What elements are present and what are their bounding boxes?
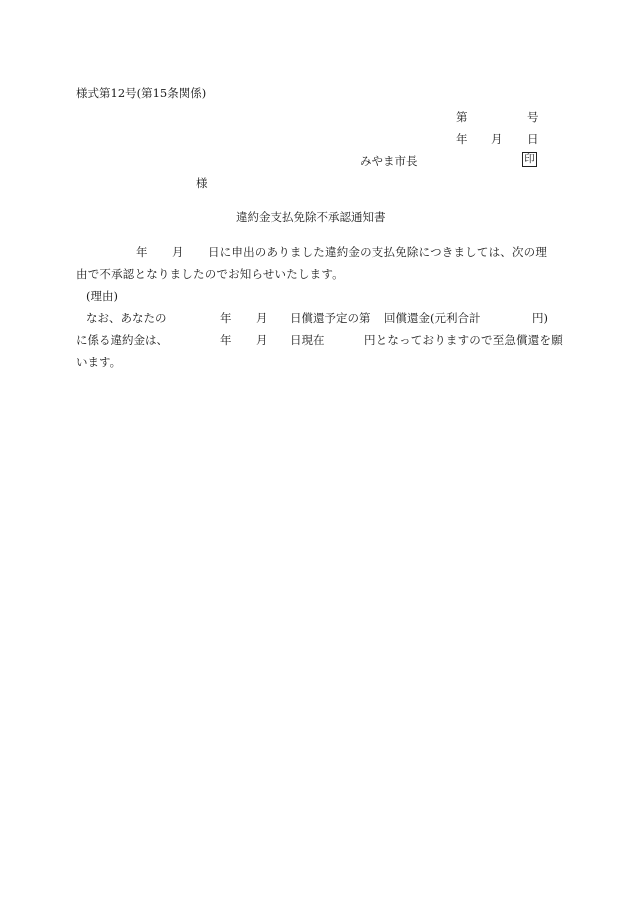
p2-line1-day-text: 日償還予定の第 xyxy=(290,311,371,325)
reason-heading: (理由) xyxy=(86,289,118,303)
p1-year-label: 年 xyxy=(136,245,148,259)
p1-line1-text: 日に申出のありました違約金の支払免除につきましては、次の理 xyxy=(208,245,548,259)
p2-line2-year: 年 xyxy=(220,333,232,347)
p2-line2-rest: 円となっておりますので至急償還を願 xyxy=(364,333,563,347)
p1-month-label: 月 xyxy=(172,245,184,259)
form-label: 様式第12号(第15条関係) xyxy=(76,86,207,100)
seal-icon: 印 xyxy=(522,152,537,167)
p2-line1-yen: 円) xyxy=(532,311,548,325)
number-prefix: 第 xyxy=(456,110,468,124)
number-suffix: 号 xyxy=(527,110,539,124)
p2-line1-month: 月 xyxy=(256,311,268,325)
p2-line2-month: 月 xyxy=(256,333,268,347)
p2-line1-kai-text: 回償還金(元利合計 xyxy=(384,311,481,325)
p2-line1-lead: なお、あなたの xyxy=(86,311,167,325)
document-title: 違約金支払免除不承認通知書 xyxy=(236,210,386,224)
date-year-label: 年 xyxy=(456,132,468,146)
issuer-name: みやま市長 xyxy=(360,154,418,168)
p2-line2-lead: に係る違約金は、 xyxy=(76,333,168,347)
date-day-label: 日 xyxy=(527,132,539,146)
p2-line3-text: います。 xyxy=(76,355,122,369)
p1-line2-text: 由で不承認となりましたのでお知らせいたします。 xyxy=(76,267,344,281)
p2-line1-year: 年 xyxy=(220,311,232,325)
p2-line2-day-text: 日現在 xyxy=(290,333,325,347)
addressee-suffix: 様 xyxy=(196,176,208,190)
date-month-label: 月 xyxy=(491,132,503,146)
